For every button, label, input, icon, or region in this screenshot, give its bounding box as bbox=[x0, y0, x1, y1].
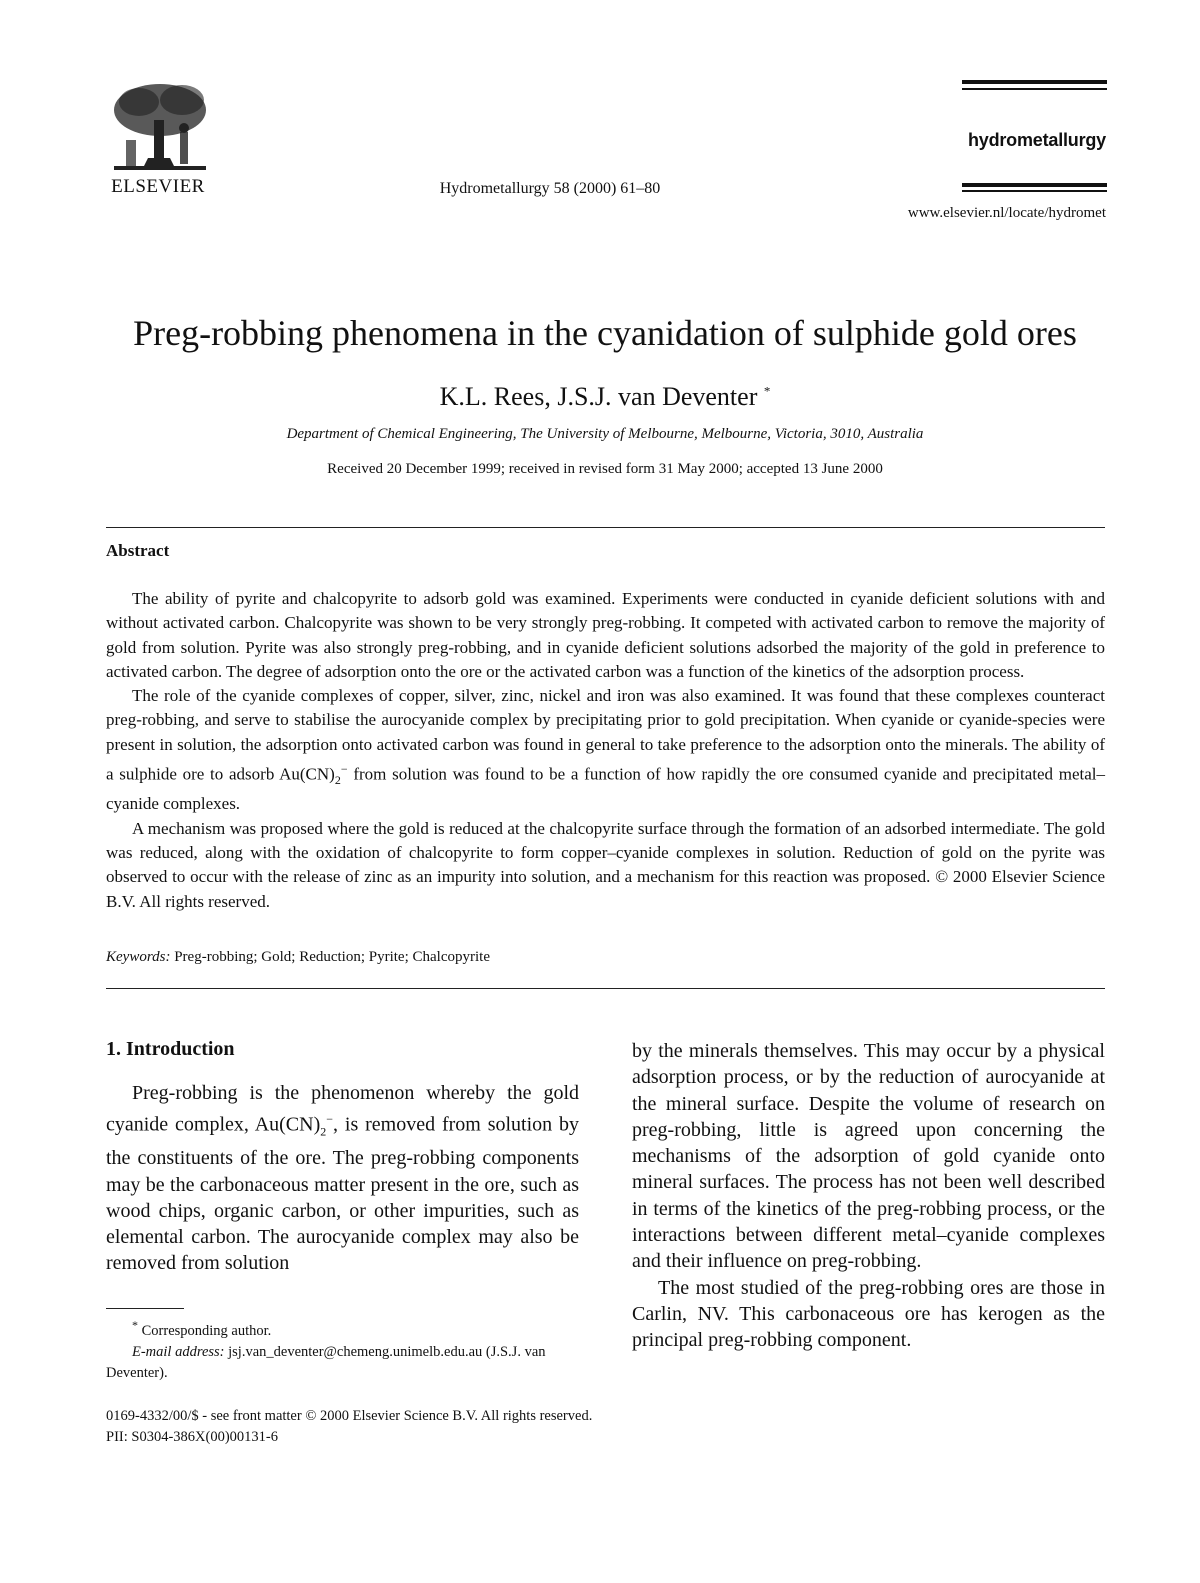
footnote-corresponding: * Corresponding author. bbox=[132, 1318, 272, 1339]
header-rule-top-2 bbox=[962, 88, 1107, 90]
intro-paragraph-1-continued: by the minerals themselves. This may occur by a physical adsorption process, or by the reduction of aurocyanide at the mineral surface. Despite the volume of research on preg-robbing, little is agreed upon concerning the mechanisms of the adsorption of gold cyanide onto mineral surfaces. The process has not been well described in terms of the kinetics of the preg-robbing process, or the interactions between different metal–cyanide complexes and their influence on preg-robbing. bbox=[632, 1040, 1105, 1273]
front-matter-footer bbox=[106, 1406, 592, 1448]
keywords-label: Keywords: bbox=[106, 949, 171, 965]
header-rule-bottom bbox=[962, 183, 1107, 187]
pii-line: PII: S0304-386X(00)00131-6 bbox=[106, 1429, 278, 1445]
abstract-bottom-rule bbox=[106, 988, 1105, 989]
keywords bbox=[106, 949, 490, 966]
header-rule-bottom-2 bbox=[962, 190, 1107, 192]
abstract-paragraph-1: The ability of pyrite and chalcopyrite to adsorb gold was examined. Experiments were conducted in cyanide deficient solutions with and without activated carbon. Chalcopyrite was shown to be very strongly preg-robbing. It competed with activated carbon to remove the majority of gold from solution. Pyrite was also strongly preg-robbing, and in cyanide deficient solutions adsorbed the majority of the gold in preference to activated carbon. The degree of adsorption onto the ore or the activated carbon was a function of the kinetics of the adsorption process. bbox=[106, 589, 1105, 681]
abstract-heading: Abstract bbox=[106, 541, 170, 560]
email-link[interactable]: jsj.van_deventer@chemeng.unimelb.edu.au bbox=[228, 1343, 483, 1360]
journal-brand: hydrometallurgy bbox=[967, 130, 1106, 150]
keywords-text: Preg-robbing; Gold; Reduction; Pyrite; Chalcopyrite bbox=[174, 949, 490, 965]
received-dates: Received 20 December 1999; received in revised form 31 May 2000; accepted 13 June 2000 bbox=[327, 461, 883, 477]
section-heading-introduction: 1. Introduction bbox=[106, 1038, 235, 1060]
journal-citation: Hydrometallurgy 58 (2000) 61–80 bbox=[439, 180, 661, 197]
intro-paragraph-1: Preg-robbing is the phenomenon whereby the gold cyanide complex, $Au(CN)_2^-$, is removed from solution by the constituents of the ore. The preg-robbing components may be the carbonaceous matter present in the ore, such as wood chips, organic carbon, or other impurities, such as elemental carbon. The aurocyanide complex may also be removed from solution bbox=[106, 1082, 580, 1275]
authors-text: K.L. Rees, J.S.J. van Deventer bbox=[439, 382, 758, 411]
header-rule-top bbox=[962, 80, 1107, 84]
abstract-top-rule bbox=[106, 527, 1105, 528]
body-column-right bbox=[632, 1038, 1105, 1354]
corresponding-author-mark[interactable]: * bbox=[763, 383, 771, 399]
body-column-left bbox=[106, 1080, 579, 1277]
footnote bbox=[106, 1315, 579, 1384]
footnote-email: E-mail address: jsj.van_deventer@chemeng.unimelb.edu.au (J.S.J. van Deventer). bbox=[106, 1343, 546, 1381]
abstract-body bbox=[106, 587, 1105, 914]
publisher-name: ELSEVIER bbox=[111, 176, 205, 197]
abstract-paragraph-3: A mechanism was proposed where the gold is reduced at the chalcopyrite surface through the formation of an adsorbed intermediate. The gold was reduced, along with the oxidation of chalcopyrite to form copper–cyanide complexes in solution. Reduction of gold on the pyrite was observed to occur with the release of zinc as an impurity into solution, and a mechanism for this reaction was proposed. © 2000 Elsevier Science B.V. All rights reserved. bbox=[106, 818, 1105, 911]
author-list bbox=[60, 382, 1150, 412]
intro-paragraph-2: The most studied of the preg-robbing ores are those in Carlin, NV. This carbonaceous ore has kerogen as the principal preg-robbing component. bbox=[632, 1276, 1105, 1352]
journal-url[interactable]: www.elsevier.nl/locate/hydromet bbox=[907, 205, 1106, 221]
affiliation: Department of Chemical Engineering, The University of Melbourne, Melbourne, Victoria, 3010, Australia bbox=[286, 426, 924, 442]
article-title: Preg-robbing phenomena in the cyanidation of sulphide gold ores bbox=[133, 313, 1077, 353]
footnote-rule bbox=[106, 1308, 184, 1309]
abstract-paragraph-2: The role of the cyanide complexes of copper, silver, zinc, nickel and iron was also examined. It was found that these complexes counteract preg-robbing, and serve to stabilise the aurocyanide complex by precipitating prior to gold precipitation. When cyanide or cyanide-species were present in solution, the adsorption onto activated carbon was found in general to take preference to the adsorption onto the minerals. The ability of a sulphide ore to adsorb $Au(CN)_2^-$ from solution was found to be a function of how rapidly the ore consumed cyanide and precipitated metal–cyanide complexes. bbox=[106, 686, 1105, 814]
copyright-line: 0169-4332/00/$ - see front matter © 2000 Elsevier Science B.V. All rights reserved. bbox=[106, 1408, 593, 1424]
